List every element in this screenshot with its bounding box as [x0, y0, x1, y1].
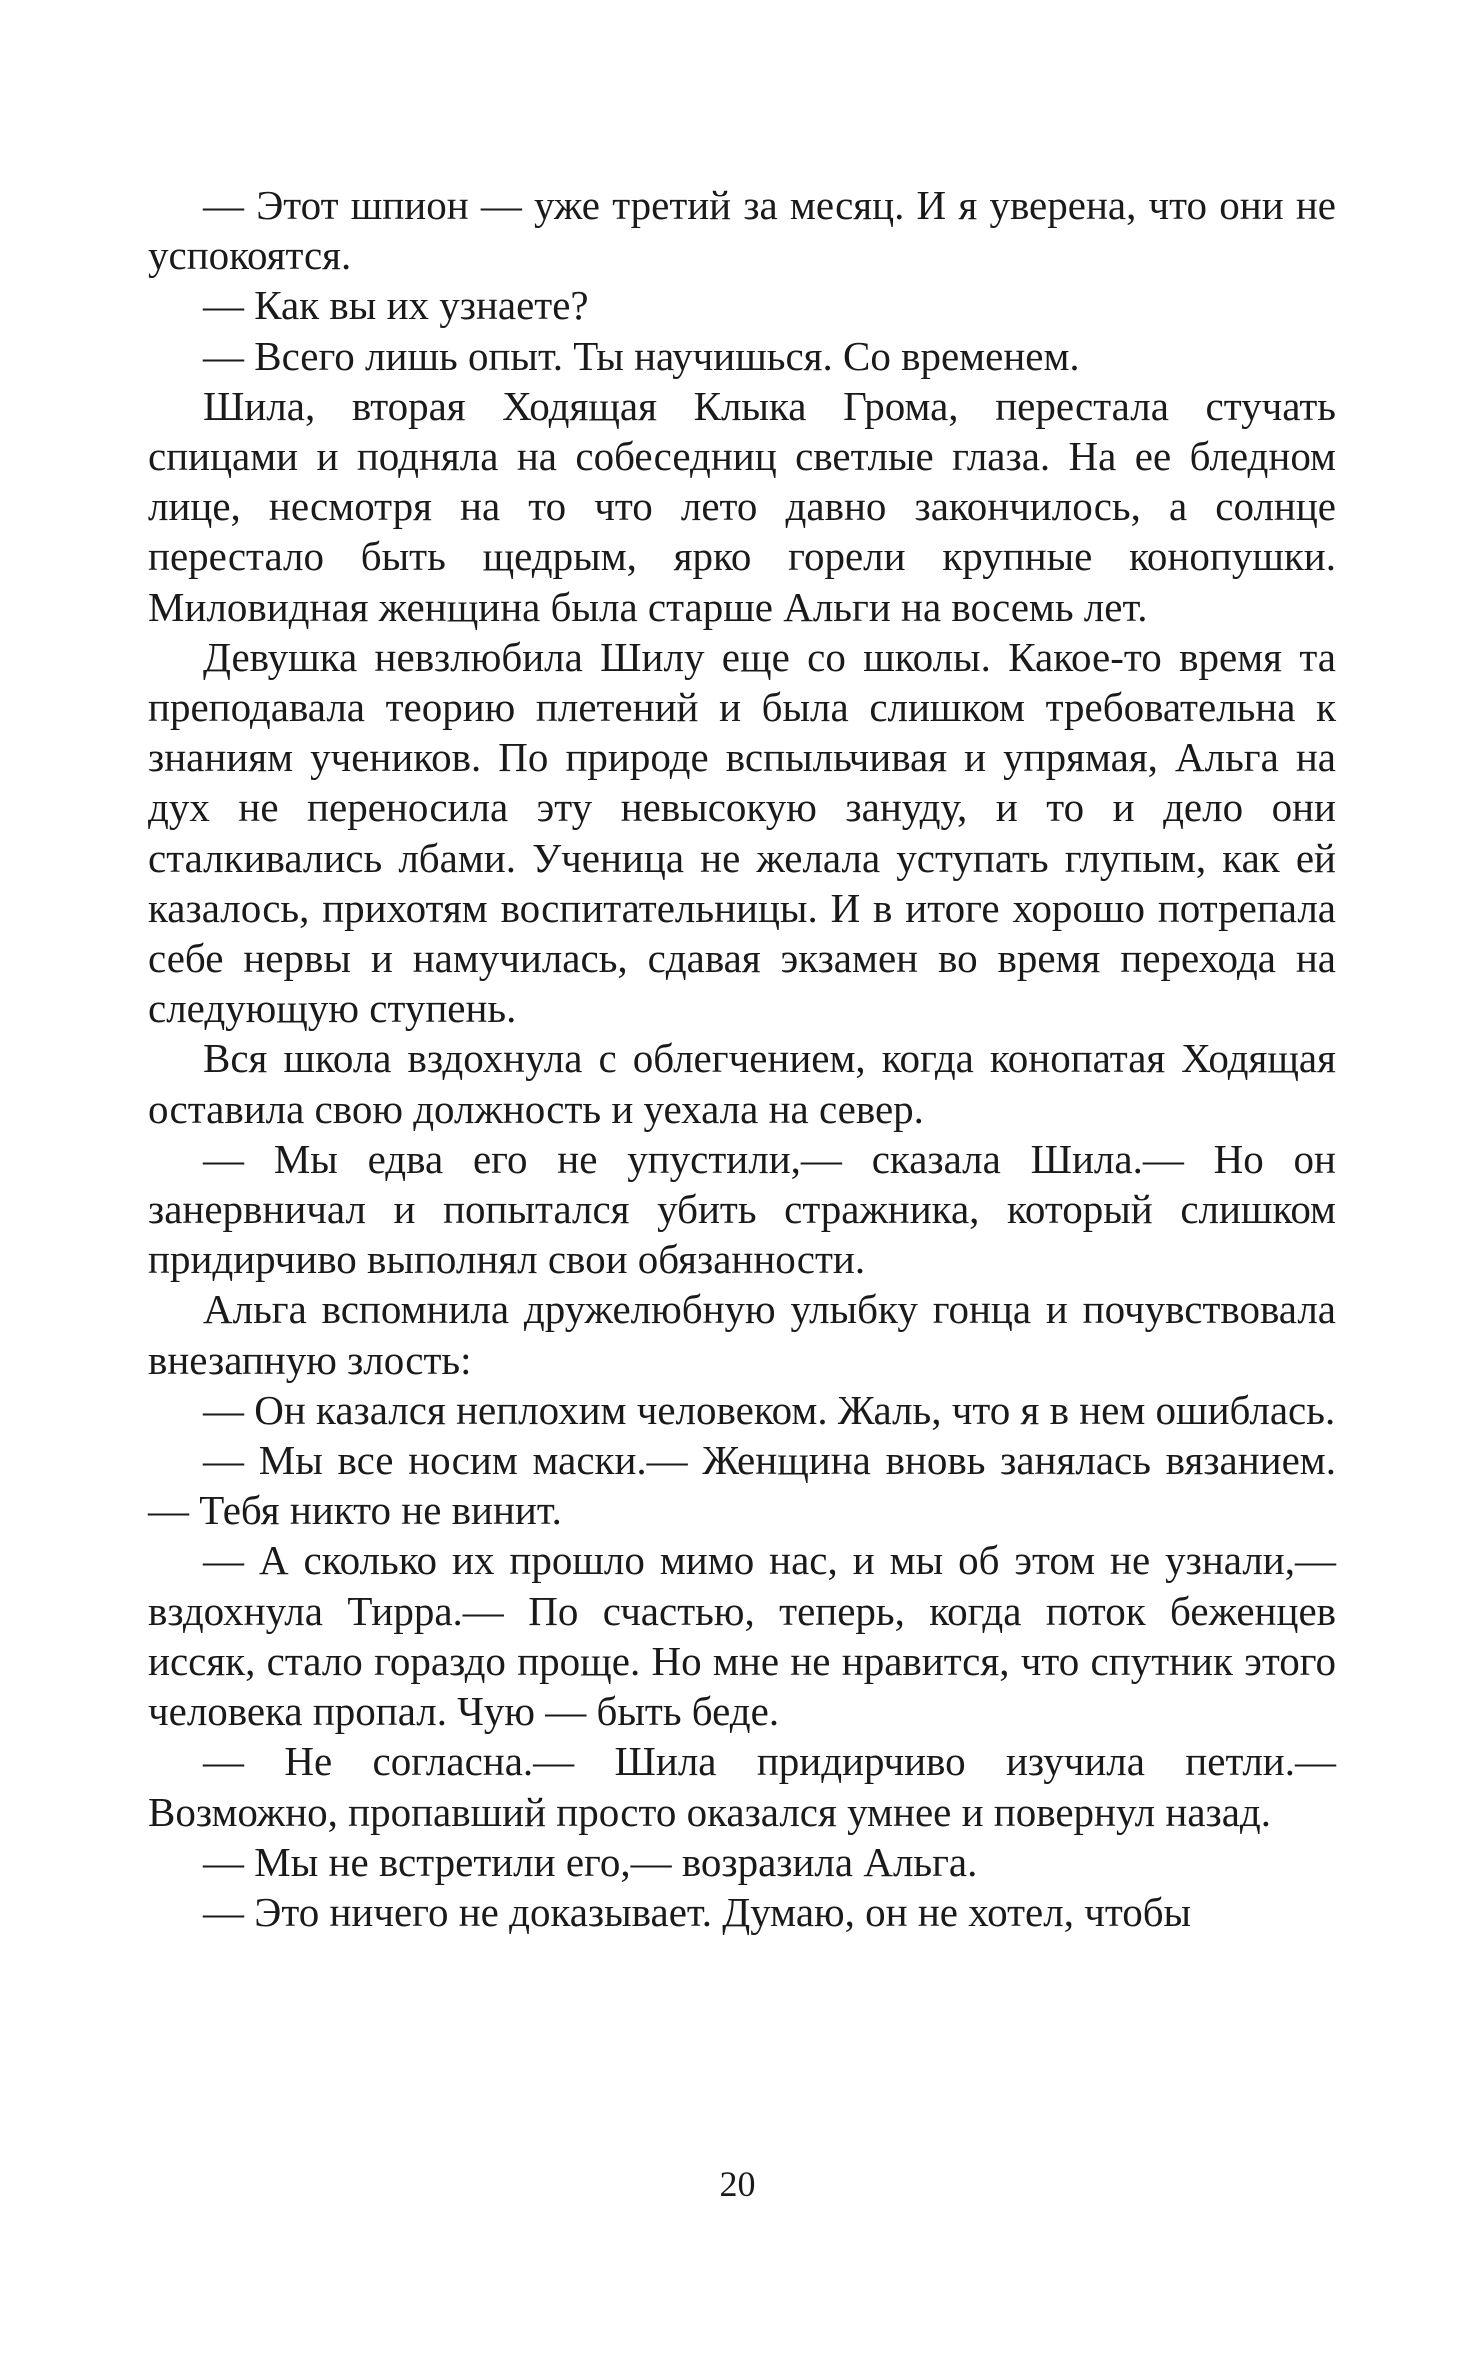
paragraph: — Не согласна.— Шила придирчиво изучила петли.— Возможно, пропавший просто оказался умнее и повернул назад.: [148, 1738, 1336, 1835]
paragraph: Девушка невзлюбила Шилу еще со школы. Какое-то время та преподавала теорию плетений и была слишком требовательна к знаниям учеников. По природе вспыльчивая и упрямая, Альга на дух не переносила эту невысокую зануду, и то и дело они сталкивались лбами. Ученица не желала уступать глупым, как ей казалось, прихотям воспитательницы. И в итоге хорошо потрепала себе нервы и намучилась, сдавая экзамен во время перехода на следующую ступень.: [148, 633, 1336, 1032]
paragraph: — Всего лишь опыт. Ты научишься. Со временем.: [203, 332, 1080, 379]
paragraph: — Он казался неплохим человеком. Жаль, что я в нем ошиблась.: [203, 1386, 1336, 1433]
paragraph: Вся школа вздохнула с облегчением, когда конопатая Ходящая оставила свою должность и уехала на север.: [148, 1035, 1336, 1132]
paragraph: — Это ничего не доказывает. Думаю, он не хотел, чтобы: [203, 1888, 1192, 1935]
paragraph: — А сколько их прошло мимо нас, и мы об этом не узнали,— вздохнула Тирра.— По счастью, теперь, когда поток беженцев иссяк, стало гораздо проще. Но мне не нравится, что спутник этого человека пропал. Чую — быть беде.: [148, 1537, 1336, 1735]
paragraph: Шила, вторая Ходящая Клыка Грома, перестала стучать спицами и подняла на собеседниц светлые глаза. На ее бледном лице, несмотря на то что лето давно закончилось, а солнце перестало быть щедрым, ярко горели крупные конопушки. Миловидная женщина была старше Альги на восемь лет.: [148, 382, 1336, 630]
paragraph: Альга вспомнила дружелюбную улыбку гонца и почувствовала внезапную злость:: [148, 1286, 1336, 1383]
paragraph: — Мы все носим маски.— Женщина вновь занялась вязанием.— Тебя никто не винит.: [148, 1437, 1336, 1534]
paragraph: — Мы едва его не упустили,— сказала Шила.— Но он занервничал и попытался убить стражника, который слишком придирчиво выполнял свои обязанности.: [148, 1135, 1336, 1283]
paragraph: — Этот шпион — уже третий за месяц. И я уверена, что они не успокоятся.: [148, 182, 1336, 279]
paragraph: — Мы не встретили его,— возразила Альга.: [203, 1838, 978, 1885]
page-number: 20: [719, 2164, 756, 2204]
paragraph: — Как вы их узнаете?: [203, 282, 589, 329]
body-text: [148, 180, 1336, 1937]
